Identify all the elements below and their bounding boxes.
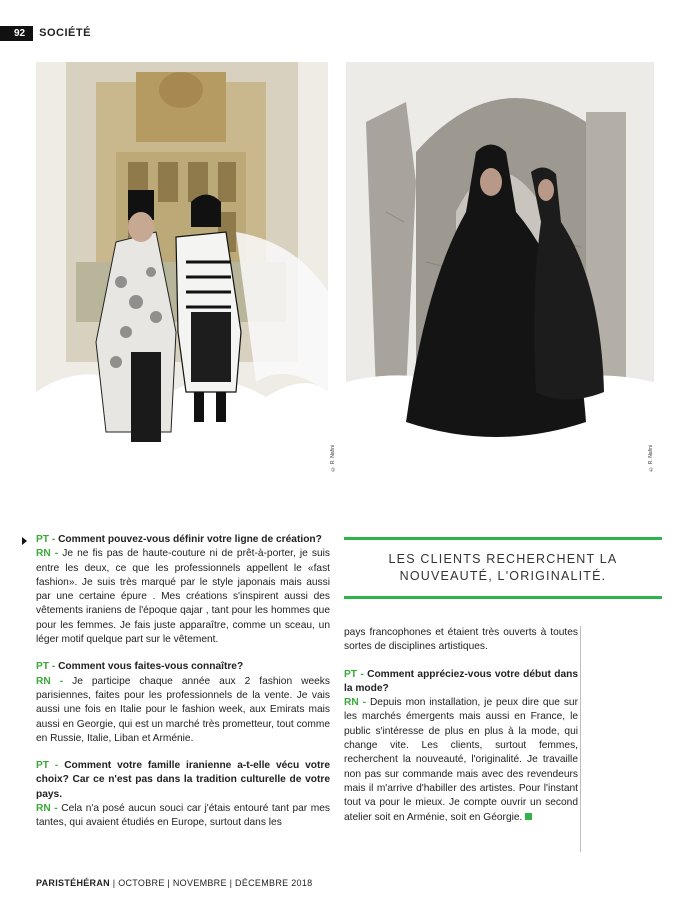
- fashion-photo-right-illustration: [346, 62, 654, 490]
- question-2: PT - Comment vous faites-vous connaître?: [36, 661, 244, 673]
- pull-quote-line-1: LES CLIENTS RECHERCHENT LA: [388, 552, 618, 566]
- column-divider: [580, 626, 581, 852]
- section-title: SOCIÉTÉ: [39, 27, 91, 39]
- page-number: 92: [0, 26, 33, 41]
- photo-credit-right: © R. Nafini: [648, 445, 654, 472]
- page-header: [0, 24, 91, 42]
- end-of-article-icon: [525, 813, 532, 820]
- pull-quote-line-2: NOUVEAUTÉ, L'ORIGINALITÉ.: [399, 569, 607, 583]
- answer-2: RN - Je participe chaque année aux 2 fashion weeks parisiennes, faites pour les professionnels de la vente. Je vais aussi une fois en Italie pour le fashion week, aux Emirats mais aussi en Georgie, qui est un marché très prometteur, tout comme en Russie, Italie, Liban et Arménie.: [36, 675, 330, 744]
- answer-3: RN - Cela n'a posé aucun souci car j'étais entouré tant par mes tantes, qui avaient étudiés en Europe, surtout dans les: [36, 803, 330, 829]
- interview-column-left: [36, 533, 330, 844]
- pull-quote: [344, 537, 662, 599]
- answer-4: RN - Depuis mon installation, je peux dire que sur les marchés émergents mais aussi en France, le public s'intéresse de plus en plus à la mode, qui change vite. Les clients, surtout femmes, recherchent la nouveauté, l'originalité. Je travaille non pas sur commande mais avec des revendeurs mais il m'arrive d'habiller des artistes. Pour l'instant tout va pour le mieux. Je compte ouvrir un second atelier soit en Arménie, soit en Géorgie.: [344, 697, 578, 823]
- paragraph-marker-icon: [22, 537, 27, 545]
- photo-credit-left: © R. Nafini: [330, 445, 336, 472]
- issue-date: | OCTOBRE | NOVEMBRE | DÉCEMBRE 2018: [109, 878, 313, 888]
- page-footer: [36, 878, 312, 888]
- question-1: PT - Comment pouvez-vous définir votre ligne de création?: [36, 534, 322, 545]
- interview-column-right: [344, 626, 578, 838]
- fashion-photo-left-illustration: [36, 62, 328, 490]
- answer-3-continued: pays francophones et étaient très ouverts à toutes sortes de disciplines artistiques.: [344, 627, 578, 653]
- magazine-name: PARISTÉHÉRAN: [36, 878, 110, 888]
- fashion-photo-left: [36, 62, 328, 490]
- question-4: PT - Comment appréciez-vous votre début dans la mode?: [344, 668, 578, 694]
- question-3: PT - Comment votre famille iranienne a-t-elle vécu votre choix? Car ce n'est pas dans la tradition culturelle de votre pays.: [36, 760, 330, 800]
- answer-1: RN - Je ne fis pas de haute-couture ni de prêt-à-porter, je suis entre les deux, ce que les professionnels appellent le «fast fashion». Je suis très marqué par le style japonais mais aussi par une certaine épure . Mes créations s'inspirent aussi des vêtements iraniens de l'époque qajar , tant pour les hommes que pour les femmes. Je fais juste apparaître, comme un sceau, un léger motif quelque part sur le vêtement.: [36, 548, 330, 646]
- fashion-photo-right: [346, 62, 654, 490]
